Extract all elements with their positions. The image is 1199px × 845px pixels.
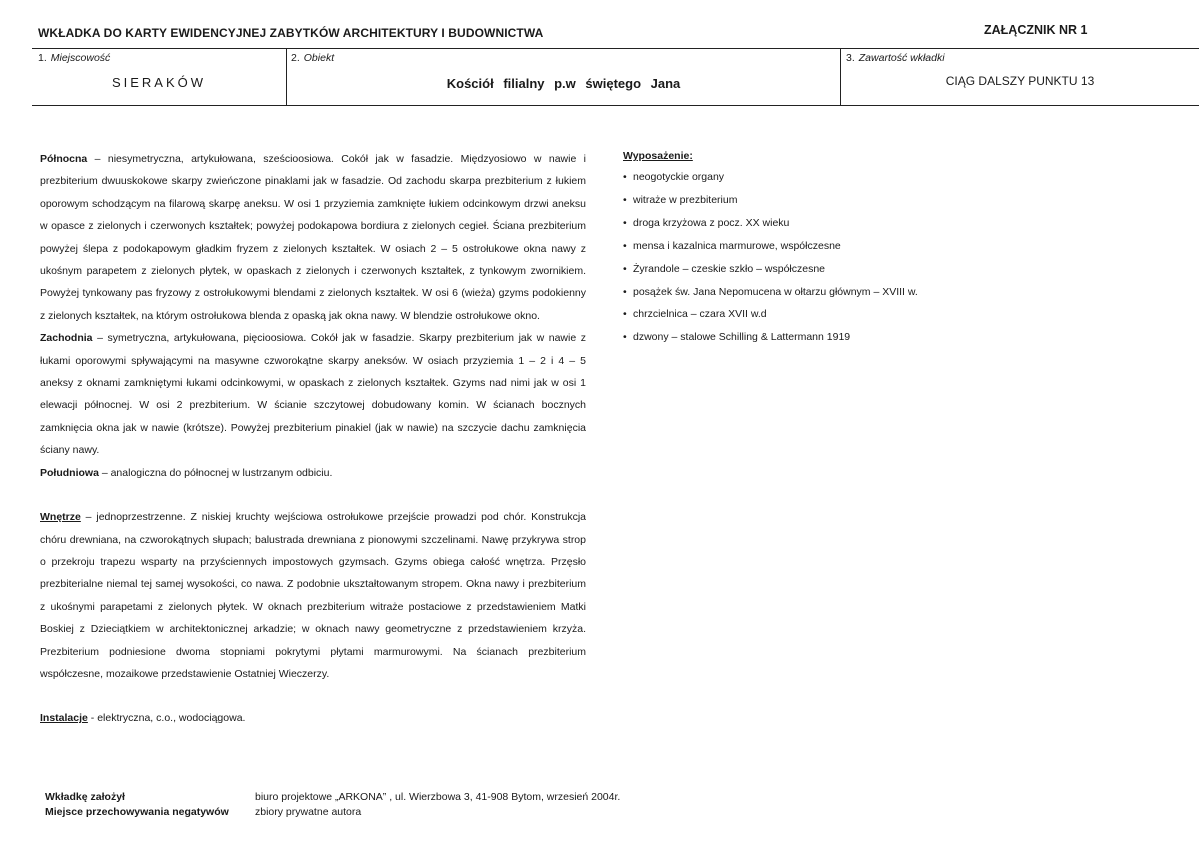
list-item-text: witraże w prezbiterium bbox=[633, 193, 738, 206]
list-item-text: mensa i kazalnica marmurowe, współczesne bbox=[633, 239, 841, 252]
list-item-text: neogotyckie organy bbox=[633, 171, 725, 183]
west-facade-text: – symetryczna, artykułowana, pięcioosiowa. Cokół jak w fasadzie. Skarpy prezbiterium jak w nawie z łukami oporowymi spływającymi na masywne czworokątne skarpy aneksów. W osiach przyziemia 1 – 2 i 4 – 5 aneksy z oknami zamkniętymi łukami odcinkowymi, w opaskach z zielonych kształtek. Gzyms nad nimi jak w osi 1 elewacji północnej. W osi 2 prezbiterium. W ścianie szczytowej dobudowany komin. W ścianach bocznych zamknięcia okna jak w nawie (krótsze). Powyżej prezbiterium pinakiel (jak w nawie) na szczycie dachu zamknięcia ściany nawy. bbox=[40, 332, 586, 457]
field-label-text: Zawartość wkładki bbox=[858, 52, 945, 64]
list-item-text: chrzcielnica – czara XVII w.d bbox=[633, 308, 767, 321]
negatives-label: Miejsce przechowywania negatywów bbox=[45, 806, 229, 818]
founded-label: Wkładkę założył bbox=[45, 791, 125, 803]
header-bottom-rule bbox=[32, 105, 1199, 106]
content-value: CIĄG DALSZY PUNKTU 13 bbox=[945, 74, 1095, 88]
south-facade-text: – analogiczna do północnej w lustrzanym odbiciu. bbox=[98, 466, 333, 479]
list-item bbox=[623, 189, 963, 212]
south-facade-label: Południowa bbox=[40, 466, 99, 479]
list-item bbox=[623, 303, 963, 326]
founded-value: biuro projektowe „ARKONA” , ul. Wierzbowa 3, 41-908 Bytom, wrzesień 2004r. bbox=[255, 791, 621, 803]
field-number: 1. bbox=[38, 52, 47, 64]
equipment-list bbox=[623, 166, 963, 349]
field-label-text: Obiekt bbox=[303, 52, 335, 64]
list-item bbox=[623, 258, 963, 281]
south-facade-paragraph bbox=[40, 462, 586, 484]
footer-values bbox=[255, 790, 620, 820]
field-number: 3. bbox=[846, 52, 855, 64]
equipment-heading: Wyposażenie: bbox=[623, 150, 693, 162]
interior-paragraph bbox=[40, 506, 586, 685]
bullet-icon: • bbox=[623, 193, 627, 206]
bullet-icon: • bbox=[623, 285, 627, 298]
bullet-icon: • bbox=[623, 308, 627, 321]
header-top-rule bbox=[32, 48, 1199, 49]
north-facade-label: Północna bbox=[40, 153, 88, 165]
bullet-icon: • bbox=[623, 331, 627, 344]
interior-label: Wnętrze bbox=[40, 511, 81, 524]
list-item-text: posążek św. Jana Nepomucena w ołtarzu głównym – XVIII w. bbox=[633, 285, 918, 298]
description-column bbox=[40, 148, 586, 730]
field-label-place bbox=[38, 52, 110, 64]
list-item-text: droga krzyżowa z pocz. XX wieku bbox=[633, 216, 790, 229]
list-item-text: Żyrandole – czeskie szkło – współczesne bbox=[633, 262, 826, 275]
west-facade-paragraph bbox=[40, 327, 586, 461]
list-item bbox=[623, 235, 963, 258]
list-item bbox=[623, 212, 963, 235]
interior-text: – jednoprzestrzenne. Z niskiej kruchty wejściowa ostrołukowe przejście prowadzi pod chór. Konstrukcja chóru drewniana, na czworokątnych słupach; balustrada drewniana z pionowymi szczelinami. Nawę przykrywa strop o przekroju trapezu wsparty na przyściennych impostowych gzymsach. Gzyms obiega całość wnętrza. Przęsło prezbiterialne niemal tej samej wysokości, co nawa. Z podobnie ukształtowanym stropem. Okna nawy i prezbiterium z ukośnymi parapetami z zielonych płytek. W oknach prezbiterium witraże postaciowe z przedstawieniem Matki Boskiej z Dzieciątkiem w architektonicznej arkadzie; w oknach nawy geometryczne z przedstawieniem krzyża. Prezbiterium podniesione dwoma stopniami pokrytymi płytami marmurowymi. Na ścianach prezbiterium współczesne, mozaikowe przedstawienie Ostatniej Wieczerzy. bbox=[40, 511, 586, 680]
list-item bbox=[623, 326, 963, 349]
field-label-text: Miejscowość bbox=[50, 52, 111, 64]
bullet-icon: • bbox=[623, 216, 627, 229]
field-label-object bbox=[291, 52, 334, 64]
document-title: WKŁADKA DO KARTY EWIDENCYJNEJ ZABYTKÓW ARCHITEKTURY I BUDOWNICTWA bbox=[38, 26, 544, 40]
negatives-value: zbiory prywatne autora bbox=[255, 806, 362, 818]
bullet-icon: • bbox=[623, 239, 627, 252]
north-facade-paragraph bbox=[40, 148, 586, 327]
equipment-column bbox=[623, 146, 963, 349]
installations-label: Instalacje bbox=[40, 712, 88, 725]
field-number: 2. bbox=[291, 52, 300, 64]
bullet-icon: • bbox=[623, 262, 627, 275]
annex-number: ZAŁĄCZNIK NR 1 bbox=[984, 23, 1088, 37]
west-facade-label: Zachodnia bbox=[40, 332, 93, 345]
footer-labels bbox=[45, 790, 229, 820]
list-item bbox=[623, 281, 963, 304]
place-value: SIERAKÓW bbox=[111, 75, 207, 90]
north-facade-text: – niesymetryczna, artykułowana, sześcioosiowa. Cokół jak w fasadzie. Międzyosiowo w nawie i prezbiterium dwuuskokowe skarpy zwieńczone pinaklami jak w fasadzie. Od zachodu skarpa prezbiterium z łukiem oporowym schodzącym na filarową skarpę aneksu. W osi 1 przyziemia zamknięte łukiem odcinkowym drzwi aneksu w opasce z zielonych i czerwonych kształtek; powyżej podokapowa bordiura z zielonych cegieł. Ściana prezbiterium powyżej ślepa z podokapowym gładkim fryzem z zielonych kształtek. W osiach 2 – 5 ostrołukowe okna nawy z ukośnym parapetem z zielonych płytek, w opaskach z zielonych i czerwonych kształtek, z tynkowym zwornikiem. Powyżej tynkowany pas fryzowy z ostrołukowymi blendami z zielonych kształtek. W osi 6 (wieża) gzyms podokienny z zielonych kształtek, na którym ostrołukowa blenda z opaską jak okna nawy. W blendzie ostrołukowe okno. bbox=[40, 153, 586, 322]
bullet-icon: • bbox=[623, 171, 627, 183]
field-label-content bbox=[846, 52, 945, 64]
list-item bbox=[623, 166, 963, 189]
list-item-text: dzwony – stalowe Schilling & Lattermann 1919 bbox=[633, 331, 851, 344]
object-value: Kościół filialny p.w świętego Jana bbox=[446, 76, 681, 91]
installations-text: - elektryczna, c.o., wodociągowa. bbox=[87, 712, 246, 725]
installations-paragraph bbox=[40, 707, 586, 729]
